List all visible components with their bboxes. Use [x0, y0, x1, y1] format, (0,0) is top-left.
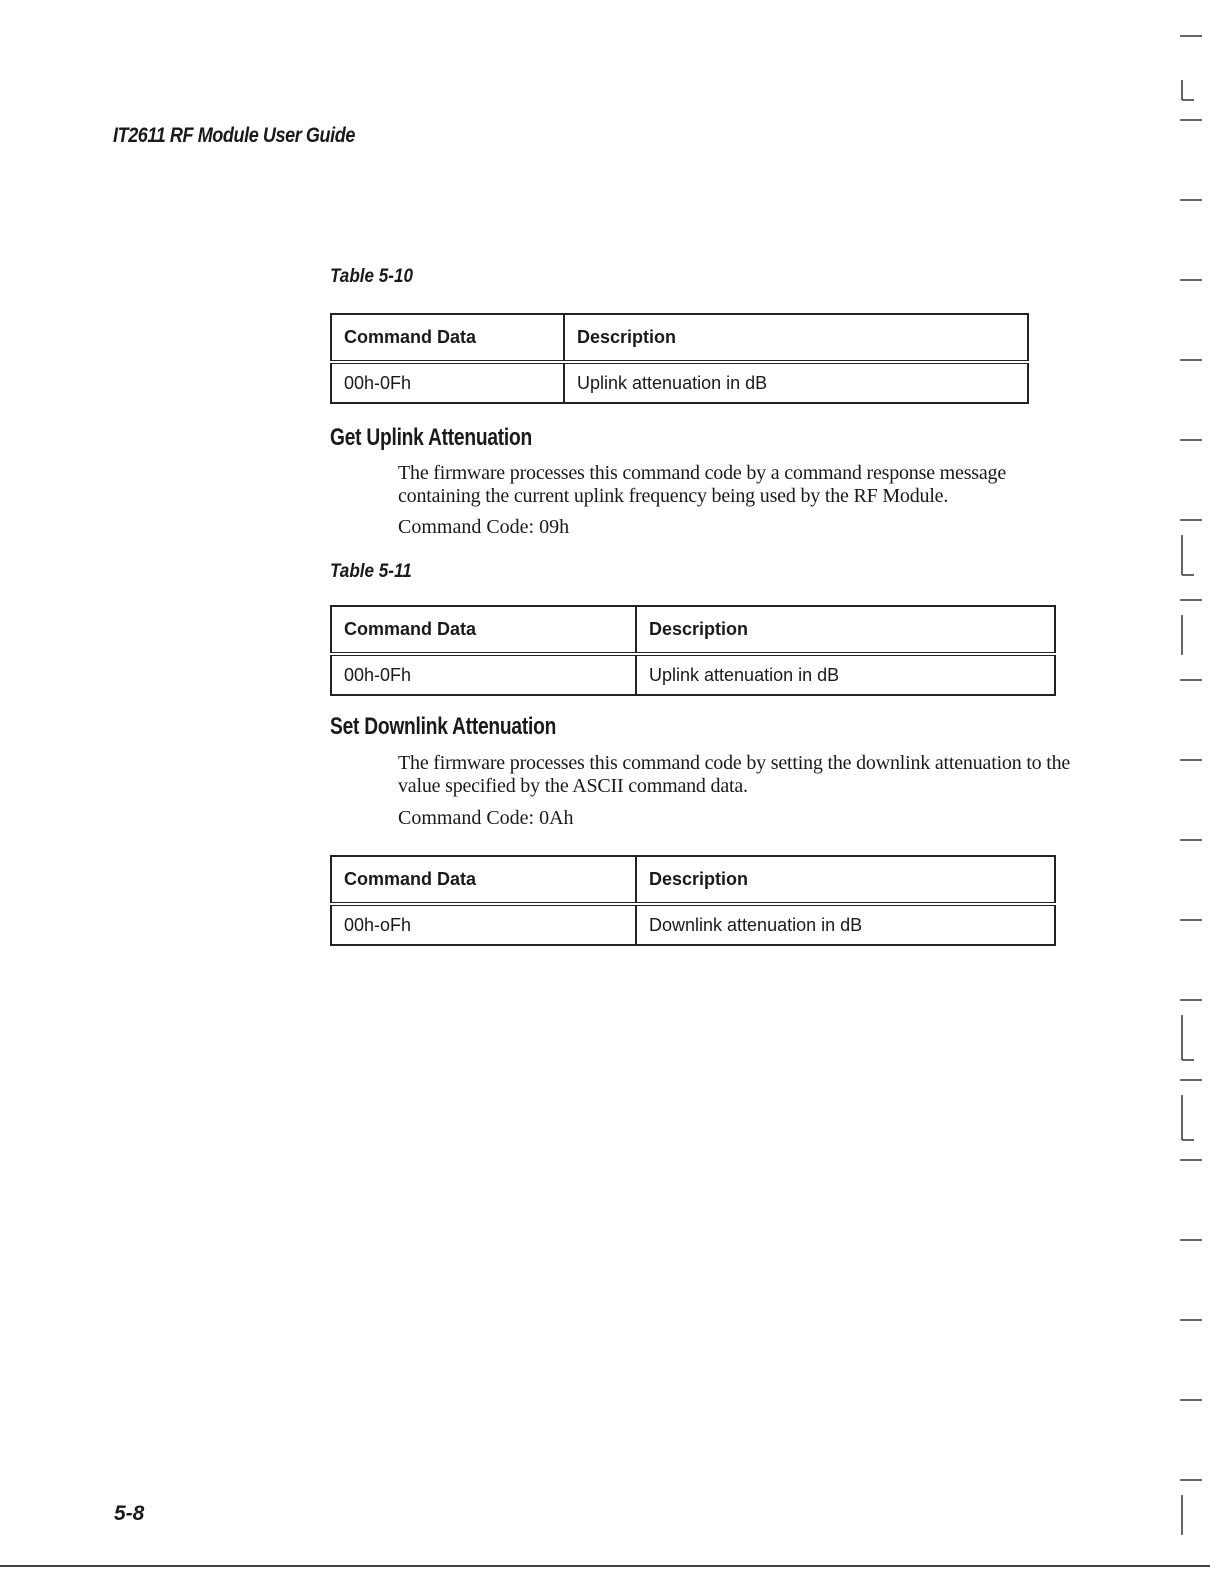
column-header-description: Description — [564, 314, 1028, 362]
table-row — [331, 904, 1055, 945]
margin-tab-marks — [1172, 30, 1202, 1550]
table-header-row — [331, 606, 1055, 654]
cell-description: Uplink attenuation in dB — [564, 362, 1028, 403]
page-bottom-edge — [0, 1565, 1210, 1567]
cell-description: Downlink attenuation in dB — [636, 904, 1055, 945]
table-5-10-caption: Table 5-10 — [330, 266, 414, 287]
table-row — [331, 362, 1028, 403]
table-5-11 — [330, 605, 1056, 696]
column-header-command-data: Command Data — [331, 856, 636, 904]
column-header-command-data: Command Data — [331, 314, 564, 362]
table-5-11-caption: Table 5-11 — [330, 561, 412, 582]
get-uplink-command-code: Command Code: 09h — [398, 516, 570, 538]
set-downlink-description: The firmware processes this command code by setting the downlink attenuation to the value specified by the ASCII command data. — [398, 752, 1071, 797]
cell-command-data: 00h-0Fh — [331, 654, 636, 695]
page-number: 5-8 — [114, 1502, 145, 1525]
table-header-row — [331, 856, 1055, 904]
cell-command-data: 00h-0Fh — [331, 362, 564, 403]
cell-command-data: 00h-oFh — [331, 904, 636, 945]
column-header-command-data: Command Data — [331, 606, 636, 654]
table-row — [331, 654, 1055, 695]
cell-description: Uplink attenuation in dB — [636, 654, 1055, 695]
page-header-title: IT2611 RF Module User Guide — [113, 124, 355, 147]
column-header-description: Description — [636, 606, 1055, 654]
table-downlink-attenuation — [330, 855, 1056, 946]
table-header-row — [331, 314, 1028, 362]
column-header-description: Description — [636, 856, 1055, 904]
section-heading-set-downlink-attenuation: Set Downlink Attenuation — [330, 713, 557, 740]
set-downlink-command-code: Command Code: 0Ah — [398, 807, 574, 829]
table-5-10 — [330, 313, 1029, 404]
section-heading-get-uplink-attenuation: Get Uplink Attenuation — [330, 424, 533, 451]
get-uplink-description: The firmware processes this command code by a command response message containing the current uplink frequency being used by the RF Module. — [398, 462, 1007, 507]
